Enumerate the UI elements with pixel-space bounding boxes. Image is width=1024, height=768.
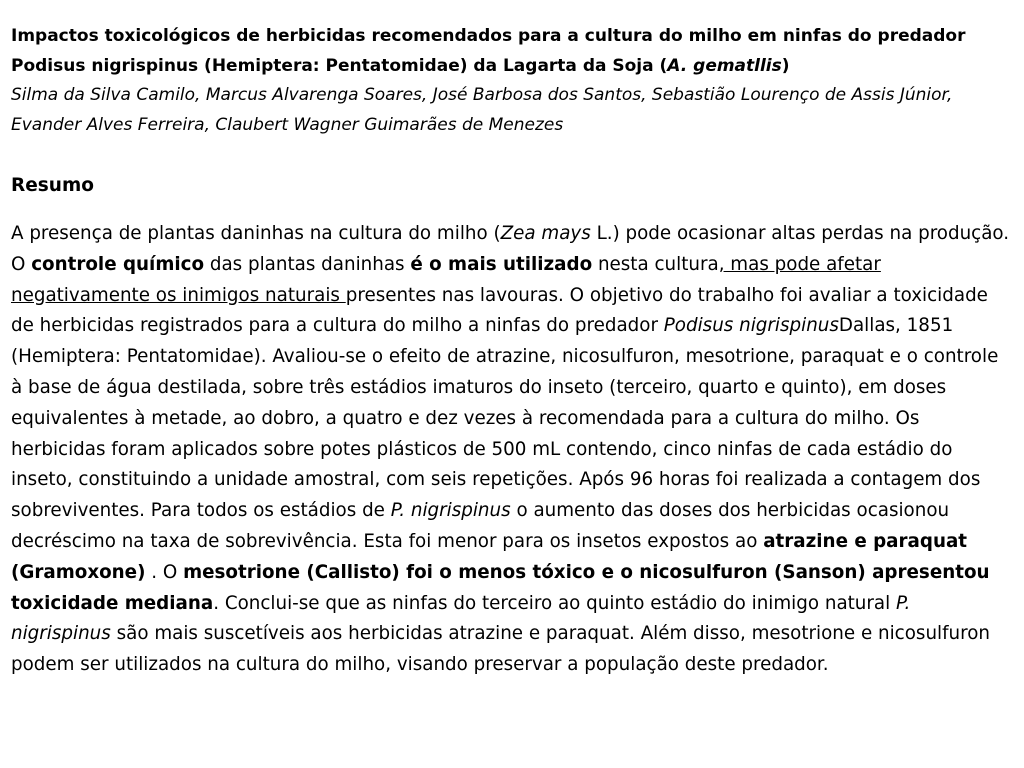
bold-phrase: é o mais utilizado [410,253,593,275]
species-name: P. nigrispinus [11,592,911,645]
bold-phrase: controle químico [31,253,205,275]
section-heading: Resumo [11,175,94,196]
title-close-paren: ) [781,55,790,76]
abstract-text: A presença de plantas daninhas na cultura do milho ( [11,223,501,244]
species-name: Zea mays [500,223,591,244]
title-species: A. gematllis [667,55,782,76]
abstract-text: Dallas, 1851 (Hemiptera: Pentatomidae). Avaliou-se o efeito de atrazine, nicosulfuron, mesotrione, paraquat e o controle à base de água destilada, sobre três estádios imaturos do inseto (terceiro, quarto e quinto), em doses equivalentes à metade, ao dobro, a quatro e dez vezes à recomendada para a cultura do milho. Os herbicidas foram aplicados sobre potes plásticos de 500 mL contendo, cinco ninfas de cada estádio do inseto, constituindo a unidade amostral, com seis repetições. Após 96 horas foi realizada a contagem dos sobreviventes. Para todos os estádios de [11,315,999,522]
abstract-text: . Conclui-se que as ninfas do terceiro ao quinto estádio do inimigo natural [213,592,897,614]
abstract-text: L.) pode ocasionar altas perdas na produção. O [11,223,1010,275]
abstract-text: presentes nas lavouras. O objetivo do trabalho foi avaliar a toxicidade de herbicidas registrados para a cultura do milho a ninfas do predador [11,284,988,337]
species-name: Podisus nigrispinus [663,315,839,337]
paper-title [11,26,965,76]
title-block [11,22,1011,140]
abstract-text: das plantas daninhas [204,253,411,275]
title-main-text: Impactos toxicológicos de herbicidas recomendados para a cultura do milho em ninfas do predador Podisus nigrispinus (Hemiptera: Pentatomidae) da Lagarta da Soja ( [11,26,966,76]
abstract-text: o aumento das doses dos herbicidas ocasionou decréscimo na taxa de sobrevivência. Esta foi menor para os insetos expostos ao [11,500,950,552]
underlined-phrase: , mas pode afetar negativamente os inimigos naturais [11,253,881,306]
author-list: Silma da Silva Camilo, Marcus Alvarenga Soares, José Barbosa dos Santos, Sebastião Lourenço de Assis Júnior, Evander Alves Ferreira, Claubert Wagner Guimarães de Menezes [11,85,953,135]
bold-phrase: atrazine e paraquat (Gramoxone) [11,530,968,583]
abstract-paragraph [11,219,1013,681]
species-name: P. nigrispinus [390,500,511,522]
bold-phrase: mesotrione (Callisto) foi o menos tóxico e o nicosulfuron (Sanson) apresentou toxicidade mediana [11,561,990,614]
abstract-text: . O [145,561,184,583]
abstract-text: nesta cultura [592,253,719,275]
abstract-text: são mais suscetíveis aos herbicidas atrazine e paraquat. Além disso, mesotrione e nicosulfuron podem ser utilizados na cultura do milho, visando preservar a população deste predador. [11,623,991,676]
